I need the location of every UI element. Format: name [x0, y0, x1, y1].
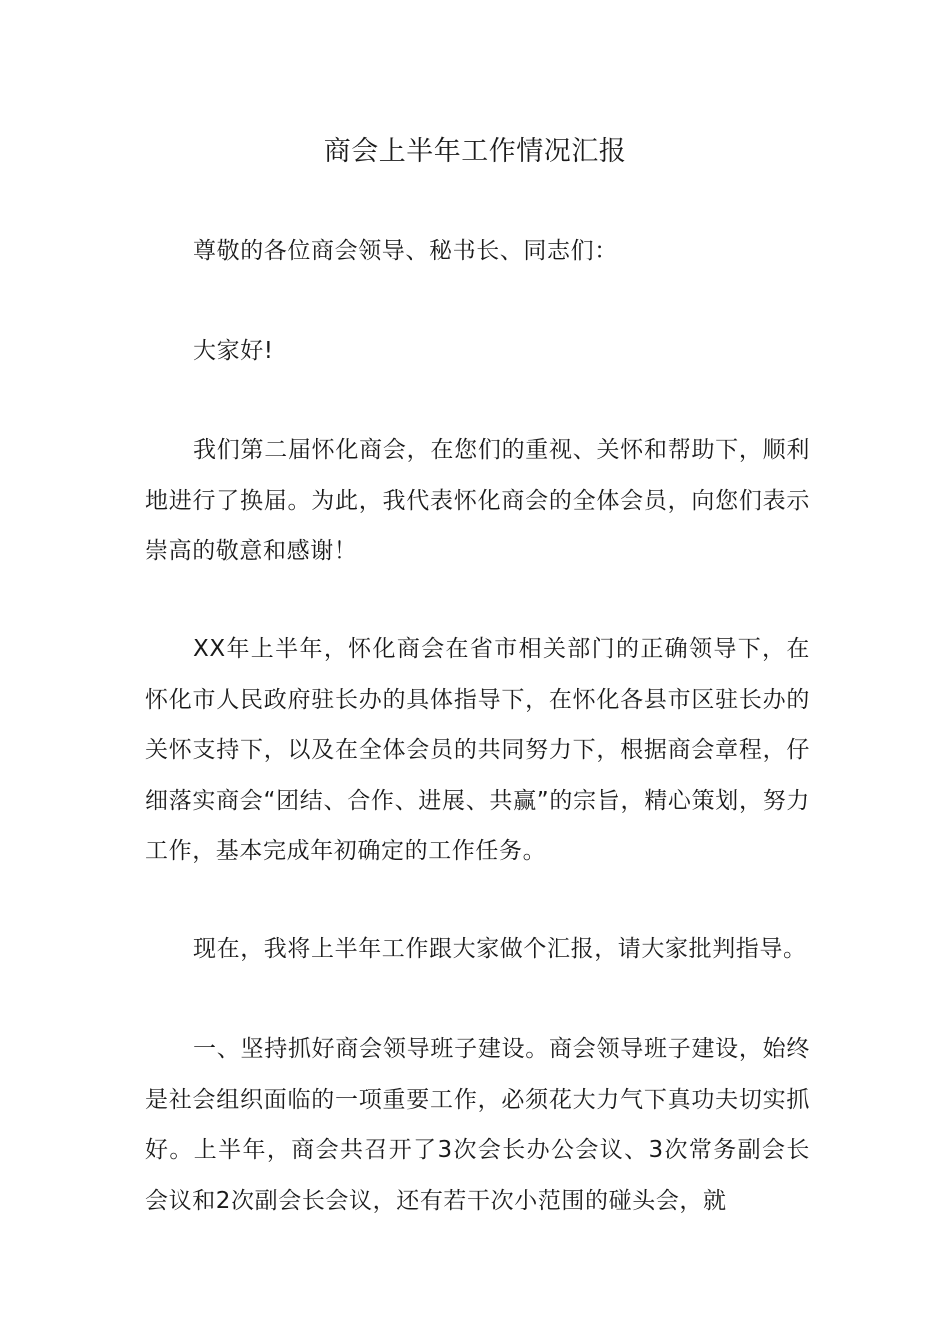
transition-paragraph: 现在，我将上半年工作跟大家做个汇报，请大家批判指导。 — [193, 936, 807, 962]
document-title: 商会上半年工作情况汇报 — [323, 136, 627, 167]
greeting-paragraph: 大家好! — [193, 338, 274, 364]
overview-paragraph: XX年上半年，怀化商会在省市相关部门的正确领导下，在怀化市人民政府驻长办的具体指导下，在怀化各县市区驻长办的关怀支持下，以及在全体会员的共同努力下，根据商会章程，仔细落实商会“团结、合作、进展、共赢”的宗旨，精心策划，努力工作，基本完成年初确定的工作任务。 — [145, 636, 810, 864]
salutation-paragraph: 尊敬的各位商会领导、秘书长、同志们： — [193, 238, 618, 264]
thanks-paragraph: 我们第二届怀化商会，在您们的重视、关怀和帮助下，顺利地进行了换届。为此，我代表怀化商会的全体会员，向您们表示崇高的敬意和感谢！ — [145, 437, 810, 564]
section-one-paragraph: 一、坚持抓好商会领导班子建设。商会领导班子建设，始终是社会组织面临的一项重要工作，必须花大力气下真功夫切实抓好。上半年，商会共召开了3次会长办公会议、3次常务副会长会议和2次副会长会议，还有若干次小范围的碰头会，就 — [145, 1036, 810, 1214]
